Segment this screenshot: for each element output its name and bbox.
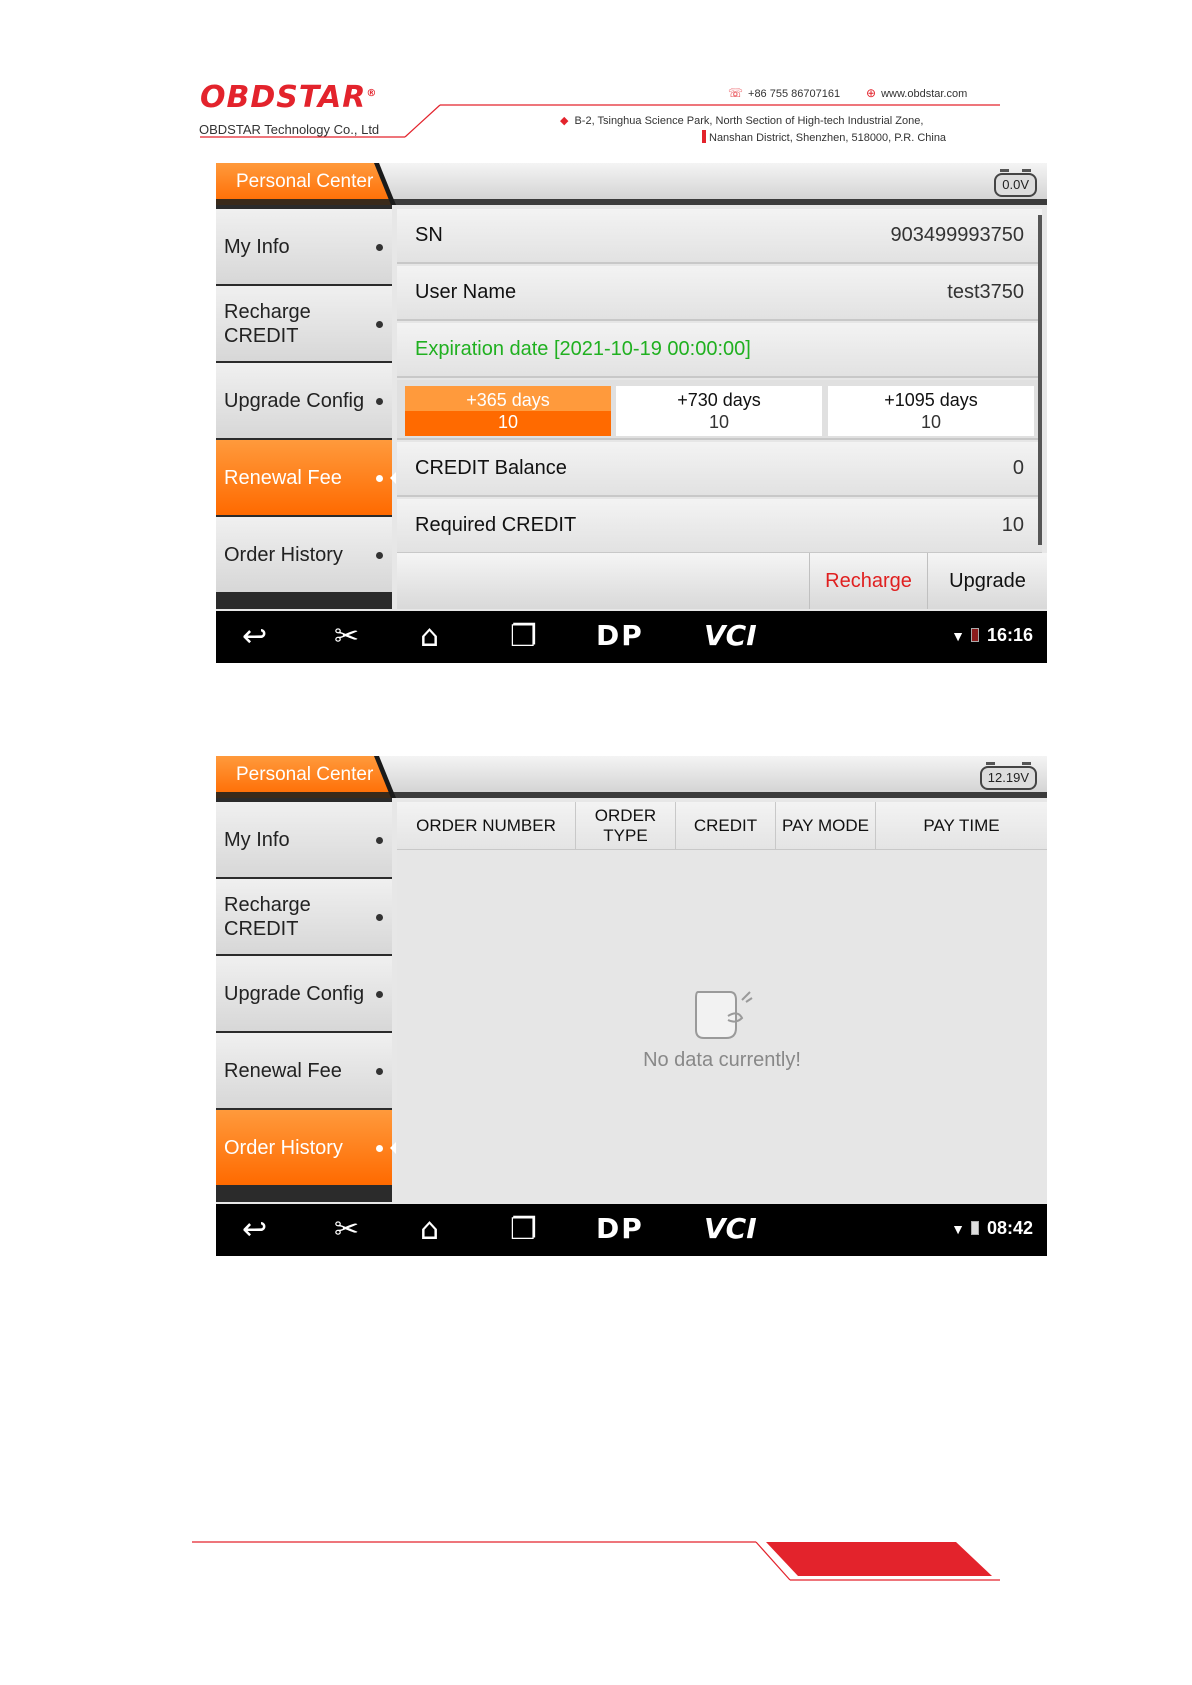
clock: 08:42 — [986, 1218, 1033, 1238]
sidebar-item-order-history[interactable]: Order History — [216, 1110, 392, 1185]
credit-balance-row — [397, 442, 1042, 497]
dot-icon — [376, 914, 383, 921]
sidebar-item-my-info[interactable]: My Info — [216, 802, 392, 877]
recent-apps-icon[interactable]: ❐ — [510, 619, 537, 654]
upgrade-button[interactable]: Upgrade — [927, 553, 1047, 609]
required-credit-label: Required CREDIT — [415, 514, 577, 536]
scissors-icon[interactable]: ✂ — [334, 1212, 360, 1247]
sidebar — [216, 798, 392, 1202]
dot-icon — [376, 244, 383, 251]
diamond-icon: ◆ — [560, 115, 569, 127]
address-line-1: ◆ B-2, Tsinghua Science Park, North Section of High-tech Industrial Zone, — [560, 115, 924, 127]
plan-1095-days[interactable]: +1095 days 10 — [828, 386, 1034, 436]
document-header — [0, 0, 1192, 160]
address-line-2: Nanshan District, Shenzhen, 518000, P.R. China — [702, 130, 946, 144]
phone-contact: ☏ +86 755 86707161 — [728, 86, 841, 100]
battery-icon — [971, 628, 979, 642]
red-bar-mark — [702, 130, 706, 143]
dp-button[interactable]: DP — [596, 619, 644, 652]
scrollbar[interactable] — [1038, 215, 1042, 545]
sn-row — [397, 209, 1042, 264]
home-icon[interactable]: ⌂ — [420, 619, 440, 654]
footer-decoration — [0, 1530, 1192, 1590]
plan-730-days[interactable]: +730 days 10 — [616, 386, 822, 436]
dp-button[interactable]: DP — [596, 1212, 644, 1245]
user-name-row — [397, 266, 1042, 321]
sidebar-item-upgrade-config[interactable]: Upgrade Config — [216, 363, 392, 438]
renewal-content — [397, 209, 1042, 551]
dot-icon — [376, 552, 383, 559]
empty-state-text: No data currently! — [643, 1049, 801, 1071]
back-icon[interactable]: ↩ — [242, 1212, 268, 1247]
required-credit-value: 10 — [1001, 514, 1024, 536]
order-table-header — [397, 802, 1047, 850]
status-area — [951, 625, 1033, 646]
page-title: Personal Center — [236, 764, 374, 785]
sidebar-item-recharge-credit[interactable]: Recharge CREDIT — [216, 879, 392, 954]
back-icon[interactable]: ↩ — [242, 619, 268, 654]
column-pay-mode[interactable]: PAY MODE — [776, 802, 876, 850]
phone-icon: ☏ — [728, 86, 744, 100]
wifi-icon: ▼ — [951, 1221, 965, 1237]
battery-icon — [971, 1221, 979, 1235]
dot-icon — [376, 1068, 383, 1075]
scissors-icon[interactable]: ✂ — [334, 619, 360, 654]
column-order-type[interactable]: ORDER TYPE — [576, 802, 676, 850]
vci-button[interactable]: VCI — [704, 619, 757, 652]
required-credit-row — [397, 499, 1042, 554]
credit-balance-value: 0 — [1012, 457, 1024, 479]
column-order-number[interactable]: ORDER NUMBER — [397, 802, 576, 850]
wifi-icon: ▼ — [951, 628, 965, 644]
sidebar-item-renewal-fee[interactable]: Renewal Fee — [216, 440, 392, 515]
sidebar-item-renewal-fee[interactable]: Renewal Fee — [216, 1033, 392, 1108]
screen-order-history — [216, 756, 1047, 1256]
sidebar-item-my-info[interactable]: My Info — [216, 209, 392, 284]
expiration-date: Expiration date [2021-10-19 00:00:00] — [415, 338, 751, 360]
android-nav-bar — [216, 1204, 1047, 1256]
column-credit[interactable]: CREDIT — [676, 802, 776, 850]
empty-document-icon — [690, 988, 754, 1044]
obdstar-logo: OBDSTAR® — [200, 80, 378, 115]
website-contact: ⊕ www.obdstar.com — [866, 86, 968, 100]
header-lines — [0, 0, 1192, 160]
sidebar-item-recharge-credit[interactable]: Recharge CREDIT — [216, 286, 392, 361]
dot-icon — [376, 475, 383, 482]
dot-icon — [376, 991, 383, 998]
dot-icon — [376, 321, 383, 328]
voltage-indicator: 0.0V — [994, 173, 1037, 197]
user-name-value: test3750 — [947, 281, 1024, 303]
credit-balance-label: CREDIT Balance — [415, 457, 567, 479]
dot-icon — [376, 837, 383, 844]
expiration-row — [397, 323, 1042, 378]
status-area — [951, 1218, 1033, 1239]
user-name-label: User Name — [415, 281, 517, 303]
android-nav-bar — [216, 611, 1047, 663]
company-name: OBDSTAR Technology Co., Ltd — [199, 122, 380, 137]
dot-icon — [376, 1145, 383, 1152]
screen-renewal-fee — [216, 163, 1047, 663]
page-title: Personal Center — [236, 171, 374, 192]
sidebar-item-upgrade-config[interactable]: Upgrade Config — [216, 956, 392, 1031]
sidebar-item-order-history[interactable]: Order History — [216, 517, 392, 592]
globe-icon: ⊕ — [866, 86, 877, 100]
dot-icon — [376, 398, 383, 405]
title-bar — [216, 163, 1047, 205]
home-icon[interactable]: ⌂ — [420, 1212, 440, 1247]
voltage-indicator: 12.19V — [980, 766, 1037, 790]
recharge-button[interactable]: Recharge — [809, 553, 927, 609]
sn-value: 903499993750 — [890, 224, 1024, 246]
renewal-plans — [397, 380, 1042, 440]
column-pay-time[interactable]: PAY TIME — [923, 816, 1000, 835]
clock: 16:16 — [986, 625, 1033, 645]
plan-365-days[interactable]: +365 days 10 — [405, 386, 611, 436]
action-bar — [397, 553, 1047, 609]
order-history-content — [397, 802, 1047, 1202]
title-bar — [216, 756, 1047, 798]
recent-apps-icon[interactable]: ❐ — [510, 1212, 537, 1247]
vci-button[interactable]: VCI — [704, 1212, 757, 1245]
sn-label: SN — [415, 224, 443, 246]
sidebar — [216, 205, 392, 609]
